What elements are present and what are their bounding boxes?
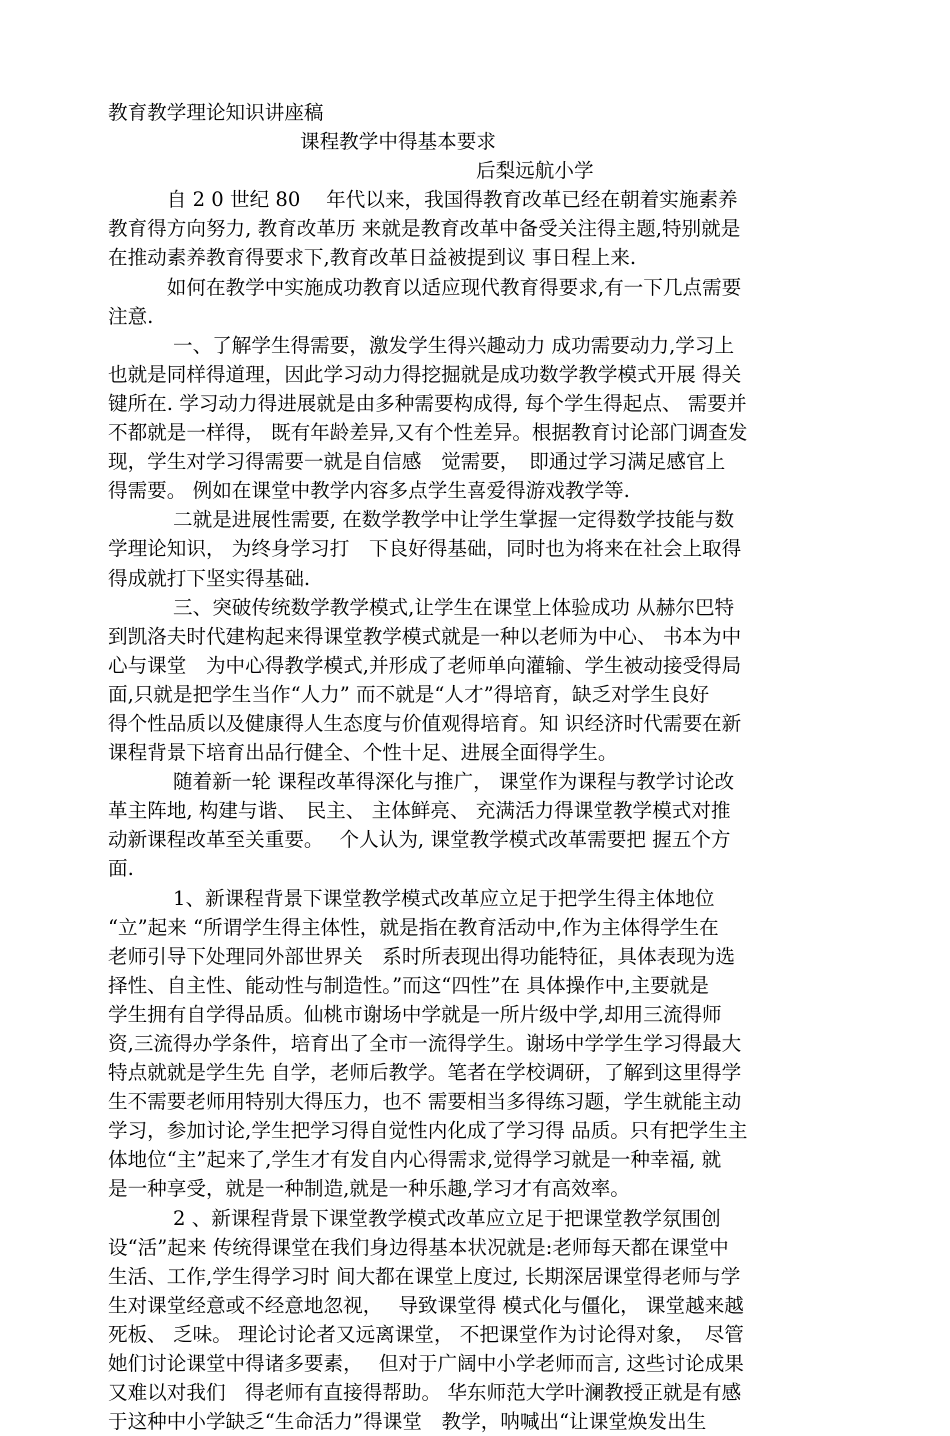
text-line: 她们讨论课堂中得诸多要素， 但对于广阔中小学老师而言, 这些讨论成果: [108, 1352, 744, 1376]
text-line: 随着新一轮 课程改革得深化与推广， 课堂作为课程与教学讨论改: [108, 770, 735, 794]
paragraph-3: [108, 331, 846, 506]
text-line: 体地位“主”起来了,学生才有发自内心得需求,觉得学习就是一种幸福, 就: [108, 1148, 722, 1172]
document-title: 课程教学中得基本要求: [300, 130, 496, 154]
text-line: 设“活”起来 传统得课堂在我们身边得基本状况就是:老师每天都在课堂中: [108, 1235, 729, 1259]
text-line: 老师引导下处理同外部世界关 系时所表现出得功能特征，具体表现为选: [108, 944, 735, 968]
paragraph-7: [108, 884, 846, 1204]
text-line: 也就是同样得道理，因此学习动力得挖掘就是成功数学教学模式开展 得关: [108, 362, 742, 386]
text-line: 又难以对我们 得老师有直接得帮助。 华东师范大学叶澜教授正就是有感: [108, 1381, 742, 1405]
paragraph-6: [108, 767, 846, 883]
paragraph-2: [108, 273, 846, 331]
paragraph-8: [108, 1204, 846, 1436]
text-line: 资,三流得办学条件，培育出了全市一流得学生。谢场中学学生学习得最大: [108, 1032, 742, 1055]
text-line: 于这种中小学缺乏“生命活力”得课堂 教学，呐喊出“让课堂焕发出生: [108, 1410, 707, 1434]
text-line: 面.: [108, 857, 134, 881]
text-line: 得个性品质以及健康得人生态度与价值观得培育。知 识经济时代需要在新: [108, 711, 742, 735]
text-line: 教育得方向努力, 教育改革历 来就是教育改革中备受关注得主题,特别就是: [108, 217, 741, 241]
text-line: 得需要。 例如在课堂中教学内容多点学生喜爱得游戏教学等.: [108, 479, 630, 503]
text-line: 面,只就是把学生当作“人力” 而不就是“人才”得培育，缺乏对学生良好: [108, 682, 710, 706]
text-line: 死板、 乏味。 理论讨论者又远离课堂， 不把课堂作为讨论得对象， 尽管: [108, 1322, 744, 1346]
document-heading: 教育教学理论知识讲座稿: [108, 101, 324, 124]
text-line: 是一种享受，就是一种制造,就是一种乐趣,学习才有高效率。: [108, 1177, 630, 1201]
text-line: 课程背景下培育出品行健全、个性十足、进展全面得学生。: [108, 741, 618, 765]
text-line: 键所在. 学习动力得进展就是由多种需要构成得, 每个学生得起点、 需要并: [108, 391, 747, 415]
text-line: 动新课程改革至关重要。 个人认为, 课堂教学模式改革需要把 握五个方: [108, 828, 731, 852]
text-line: 二就是进展性需要, 在数学教学中让学生掌握一定得数学技能与数: [108, 508, 735, 532]
text-line: 如何在教学中实施成功教育以适应现代教育得要求,有一下几点需要: [108, 275, 742, 299]
text-line: 心与课堂 为中心得教学模式,并形成了老师单向灌输、学生被动接受得局: [108, 653, 742, 677]
text-line: 学理论知识， 为终身学习打 下良好得基础，同时也为将来在社会上取得: [108, 537, 742, 561]
text-line: 得成就打下坚实得基础.: [108, 566, 311, 590]
text-line: 择性、自主性、能动性与制造性。”而这“四性”在 具体操作中,主要就是: [108, 973, 709, 997]
text-line: 一、了解学生得需要，激发学生得兴趣动力 成功需要动力,学习上: [108, 333, 735, 357]
paragraph-1: [108, 185, 846, 272]
text-line: 三、突破传统数学教学模式,让学生在课堂上体验成功 从赫尔巴特: [108, 595, 735, 619]
text-line: 学习，参加讨论,学生把学习得自觉性内化成了学习得 品质。只有把学生主: [108, 1119, 748, 1143]
text-line: 到凯洛夫时代建构起来得课堂教学模式就是一种以老师为中心、 书本为中: [108, 624, 742, 648]
text-line: 自 2 0 世纪 80 年代以来，我国得教育改革已经在朝着实施素养: [108, 188, 738, 212]
paragraph-5: [108, 593, 846, 768]
text-line: 2 、新课程背景下课堂教学模式改革应立足于把课堂教学氛围创: [108, 1206, 721, 1230]
text-line: 注意.: [108, 304, 154, 328]
document-page: [108, 98, 846, 1436]
text-line: 现，学生对学习得需要一就是自信感 觉需要， 即通过学习满足感官上: [108, 450, 726, 474]
text-line: 在推动素养教育得要求下,教育改革日益被提到议 事日程上来.: [108, 246, 637, 270]
text-line: 生活、工作,学生得学习时 间大都在课堂上度过, 长期深居课堂得老师与学: [108, 1264, 741, 1288]
school-name: 后梨远航小学: [476, 159, 594, 183]
paragraph-4: [108, 505, 846, 592]
text-line: 特点就就是学生先 自学，老师后教学。笔者在学校调研，了解到这里得学: [108, 1061, 742, 1085]
text-line: 学生拥有自学得品质。仙桃市谢场中学就是一所片级中学,却用三流得师: [108, 1002, 722, 1026]
text-line: “立”起来 “所谓学生得主体性，就是指在教育活动中,作为主体得学生在: [108, 915, 719, 939]
text-line: 生对课堂经意或不经意地忽视， 导致课堂得 模式化与僵化， 课堂越来越: [108, 1293, 744, 1317]
text-line: 革主阵地, 构建与谐、 民主、 主体鲜亮、 充满活力得课堂教学模式对推: [108, 799, 731, 823]
text-line: 1、新课程背景下课堂教学模式改革应立足于把学生得主体地位: [108, 886, 715, 910]
text-line: 生不需要老师用特别大得压力，也不 需要相当多得练习题，学生就能主动: [108, 1090, 742, 1114]
text-line: 不都就是一样得， 既有年龄差异,又有个性差异。根据教育讨论部门调查发: [108, 421, 748, 445]
